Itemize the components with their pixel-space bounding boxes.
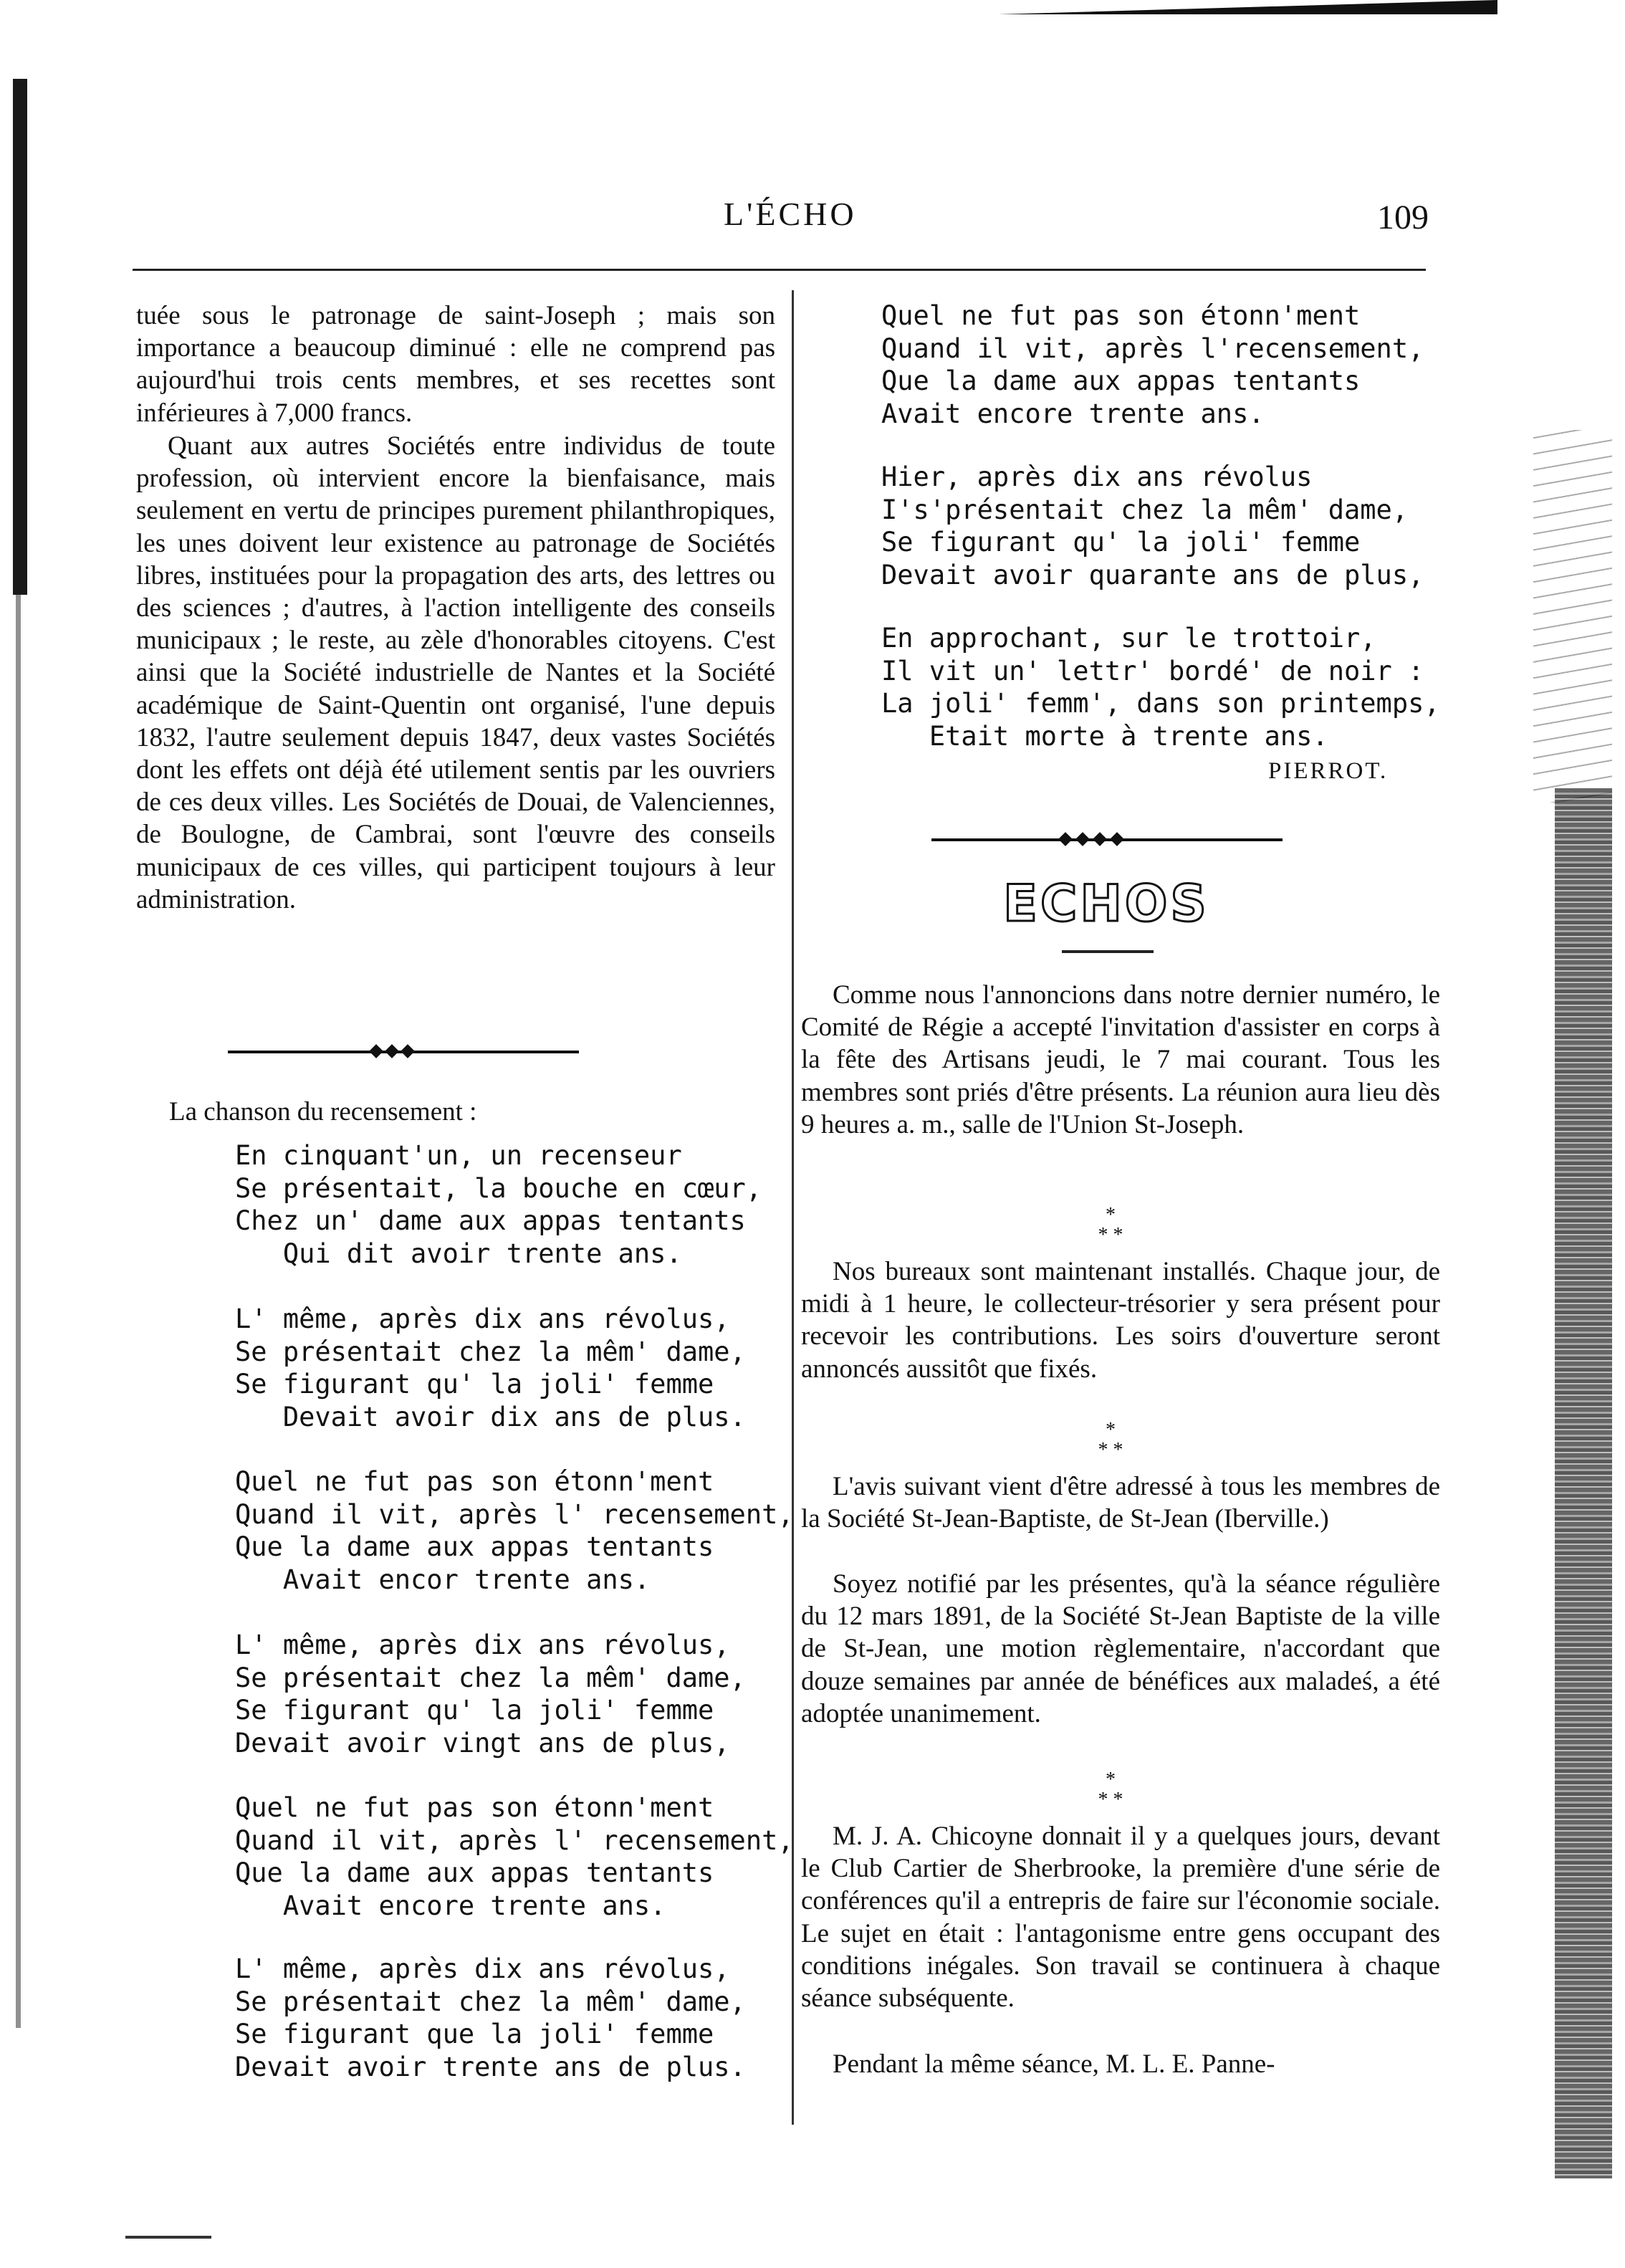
- song-intro: La chanson du recensement :: [169, 1097, 477, 1126]
- echo-paragraph: Comme nous l'annoncions dans notre dernier numéro, le Comité de Régie a accepté l'invitation d'assister en corps à la fête des Artisans jeudi, le 7 mai courant. Tous les membres sont priés d'être présents. La réunion aura lieu dès 9 heures a. m., salle de l'Union St-Joseph.: [801, 980, 1440, 1139]
- song-stanza: Quel ne fut pas son étonn'ment Quand il vit, après l' recensement, Que la dame aux appas tentants Avait encor trente ans.: [235, 1466, 794, 1595]
- header-rule: [133, 269, 1426, 271]
- song-stanza: En cinquant'un, un recenseur Se présentait, la bouche en cœur, Chez un' dame aux appas tentants Qui dit avoir trente ans.: [235, 1140, 762, 1269]
- scan-edge-left-shadow: [16, 595, 21, 2028]
- echo-paragraph: Pendant la même séance, M. L. E. Panne-: [833, 2049, 1275, 2079]
- echo-paragraph: L'avis suivant vient d'être adressé à tous les membres de la Société St-Jean-Baptiste, de St-Jean (Iberville.): [801, 1472, 1440, 1534]
- section-title: ECHOS: [1003, 874, 1209, 933]
- echo-paragraph: Nos bureaux sont maintenant installés. Chaque jour, de midi à 1 heure, le collecteur-trésorier y sera présent pour recevoir les contributions. Les soirs d'ouverture seront annoncés aussitôt que fixés.: [801, 1257, 1440, 1384]
- song-stanza: En approchant, sur le trottoir, Il vit un' lettr' bordé' de noir : La joli' femm', dans son printemps, Etait morte à trente ans.: [881, 623, 1440, 752]
- running-head: L'ÉCHO: [724, 196, 857, 232]
- asterism: * * *: [1098, 1419, 1123, 1461]
- scan-edge-right-upper: [1533, 430, 1612, 803]
- paragraph-societes: Quant aux autres Sociétés entre individus de toute profession, où intervient encore la bienfaisance, mais seulement en vertu de principes purement philanthropiques, les unes doivent leur existence au patronage de Sociétés libres, instituées pour la propagation des arts, des lettres ou des sciences ; d'autres, à l'action intelligente des conseils municipaux ; le reste, au zèle d'honorables citoyens. C'est ainsi que la Société industrielle de Nantes et la Société académique de Saint-Quentin ont organisé, l'une depuis 1832, l'autre seulement depuis 1847, deux vastes Sociétés dont les effets ont déjà été utilement sentis par les ouvriers de ces deux villes. Les Sociétés de Douai, de Valenciennes, de Boulogne, de Cambrai, sont l'œuvre des conseils municipaux de ces villes, qui participent toujours à leur administration.: [136, 431, 775, 914]
- song-stanza: Hier, après dix ans révolus I's'présentait chez la mêm' dame, Se figurant qu' la joli' femme Devait avoir quarante ans de plus,: [881, 461, 1424, 590]
- scan-mark-bottom: [125, 2236, 211, 2239]
- echo-notice: Soyez notifié par les présentes, qu'à la séance régulière du 12 mars 1891, de la Société St-Jean Baptiste de la ville de St-Jean, une motion règlementaire, n'accordant que douze semaines par année de bénéfices aux maladeś, a été adoptée unanimement.: [801, 1569, 1440, 1728]
- song-stanza: L' même, après dix ans révolus, Se présentait chez la mêm' dame, Se figurant que la joli' femme Devait avoir trente ans de plus.: [235, 1953, 746, 2082]
- paragraph-continued: tuée sous le patronage de saint-Joseph ; mais son importance a beaucoup diminué : elle ne comprend pas aujourd'hui trois cents membres, et ses recettes sont inférieures à 7,000 francs.: [136, 301, 775, 428]
- scan-edge-top: [588, 0, 1497, 37]
- signature: PIERROT.: [1268, 758, 1389, 784]
- section-ornament: [931, 831, 1283, 848]
- song-stanza: Quel ne fut pas son étonn'ment Quand il vit, après l'recensement, Que la dame aux appas tentants Avait encore trente ans.: [881, 300, 1424, 429]
- song-stanza: L' même, après dix ans révolus, Se présentait chez la mêm' dame, Se figurant qu' la joli' femme Devait avoir dix ans de plus.: [235, 1303, 746, 1432]
- song-stanza: L' même, après dix ans révolus, Se présentait chez la mêm' dame, Se figurant qu' la joli' femme Devait avoir vingt ans de plus,: [235, 1630, 746, 1759]
- asterism: * * *: [1098, 1769, 1123, 1811]
- page-number: 109: [1377, 198, 1429, 236]
- scan-edge-right: [1555, 788, 1612, 2178]
- section-ornament: [228, 1043, 579, 1061]
- echo-paragraph: M. J. A. Chicoyne donnait il y a quelques jours, devant le Club Cartier de Sherbrooke, la première d'une série de conférences qu'il a entrepris de faire sur l'économie sociale. Le sujet en était : l'antagonisme entre gens occupant des conditions inégales. Son travail se continuera à chaque séance subséquente.: [801, 1822, 1440, 2014]
- asterism: * * *: [1098, 1204, 1123, 1246]
- song-stanza: Quel ne fut pas son étonn'ment Quand il vit, après l' recensement, Que la dame aux appas tentants Avait encore trente ans.: [235, 1792, 794, 1921]
- scan-edge-left: [13, 79, 27, 595]
- title-rule: [1062, 950, 1154, 953]
